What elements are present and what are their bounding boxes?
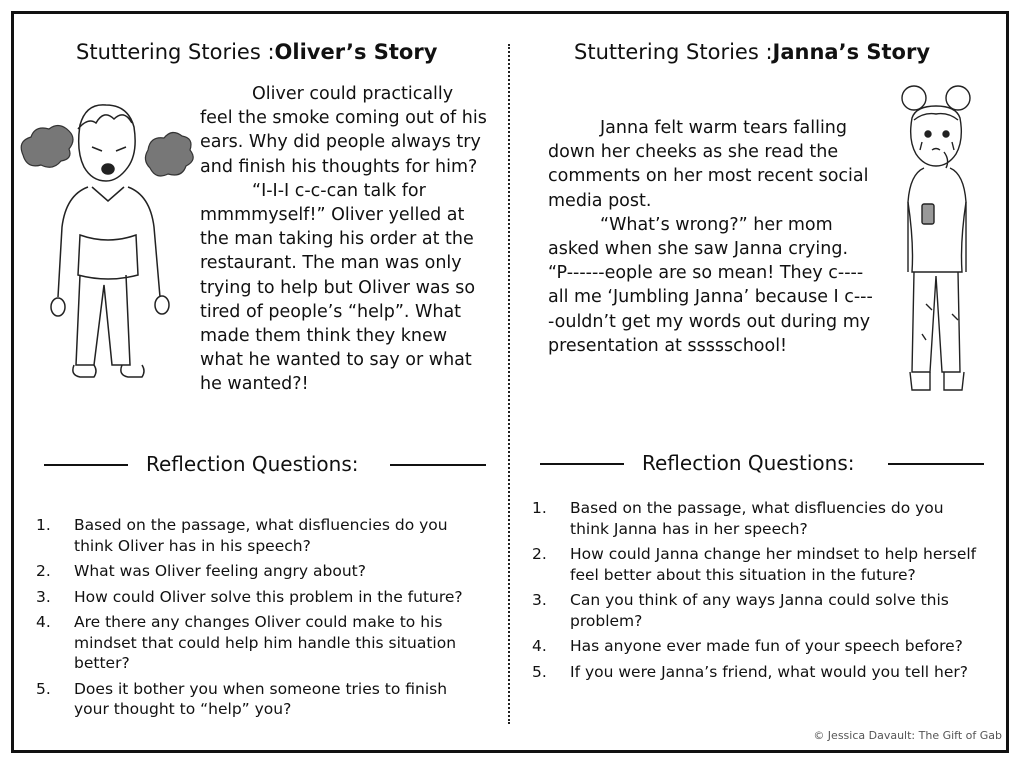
oliver-illustration: [18, 95, 196, 385]
question-text: What was Oliver feeling angry about?: [74, 562, 366, 580]
question-item: [36, 515, 486, 556]
question-text: Are there any changes Oliver could make to his mindset that could help him handle this situation better?: [74, 613, 457, 672]
question-number: 5.: [36, 679, 51, 698]
left-heading-rule: [390, 464, 486, 466]
left-title-prefix: Stuttering Stories :: [76, 40, 275, 64]
left-title: [76, 40, 437, 64]
question-item: [36, 612, 486, 674]
question-number: 4.: [36, 613, 51, 631]
right-heading-rule: [540, 463, 624, 465]
question-number: 2.: [532, 545, 547, 563]
question-item: [532, 636, 984, 657]
question-text: Does it bother you when someone tries to finish your thought to “help” you?: [74, 679, 448, 718]
left-title-name: Oliver’s Story: [274, 40, 438, 64]
right-story-paragraph: “What’s wrong?” her mom asked when she saw Janna crying. “P------eople are so mean! They c----all me ‘Jumbling Janna’ because I c----ouldn’t get my words out during my presentation at ssssschool!: [548, 214, 873, 356]
right-story: [548, 116, 878, 358]
right-heading-rule: [888, 463, 984, 465]
question-item: [532, 498, 984, 539]
question-text: Based on the passage, what disfluencies do you think Oliver has in his speech?: [74, 516, 448, 555]
question-text: How could Oliver solve this problem in the future?: [74, 587, 463, 606]
column-divider: [508, 44, 510, 724]
question-number: 1.: [36, 516, 51, 534]
question-number: 1.: [532, 499, 547, 517]
question-item: [36, 561, 486, 582]
left-heading-rule: [44, 464, 128, 466]
right-title-prefix: Stuttering Stories :: [574, 40, 773, 64]
question-text: How could Janna change her mindset to help herself feel better about this situation in the future?: [570, 545, 977, 584]
left-story-paragraph: Oliver could practically feel the smoke coming out of his ears. Why did people always try and finish his thoughts for him?: [200, 84, 487, 177]
right-questions-heading: Reflection Questions:: [642, 451, 855, 475]
question-text: If you were Janna’s friend, what would you tell her?: [570, 662, 968, 681]
question-number: 4.: [532, 637, 547, 655]
question-item: [532, 544, 984, 585]
question-item: [36, 679, 486, 720]
right-title-name: Janna’s Story: [772, 40, 931, 64]
question-item: [532, 662, 984, 683]
question-item: [532, 590, 984, 631]
question-item: [36, 587, 486, 608]
question-number: 5.: [532, 662, 547, 681]
right-title: [574, 40, 930, 64]
copyright-credit: © Jessica Davault: The Gift of Gab: [813, 729, 1002, 742]
janna-illustration: [892, 84, 984, 404]
right-questions-list: [532, 498, 984, 687]
question-text: Can you think of any ways Janna could solve this problem?: [570, 591, 949, 630]
right-story-paragraph: Janna felt warm tears falling down her cheeks as she read the comments on her most recent social media post.: [548, 118, 869, 211]
left-story: [200, 82, 488, 397]
left-story-paragraph: “I-I-I c-c-can talk for mmmmyself!” Oliver yelled at the man taking his order at the restaurant. The man was only trying to help but Oliver was so tired of people’s “help”. What made them think they knew what he wanted to say or what he wanted?!: [200, 180, 476, 395]
left-questions-heading: Reflection Questions:: [146, 452, 359, 476]
question-number: 3.: [36, 587, 51, 606]
question-number: 2.: [36, 562, 51, 580]
left-questions-list: [36, 515, 486, 725]
question-number: 3.: [532, 591, 547, 609]
question-text: Based on the passage, what disfluencies do you think Janna has in her speech?: [570, 499, 944, 538]
question-text: Has anyone ever made fun of your speech before?: [570, 637, 963, 655]
